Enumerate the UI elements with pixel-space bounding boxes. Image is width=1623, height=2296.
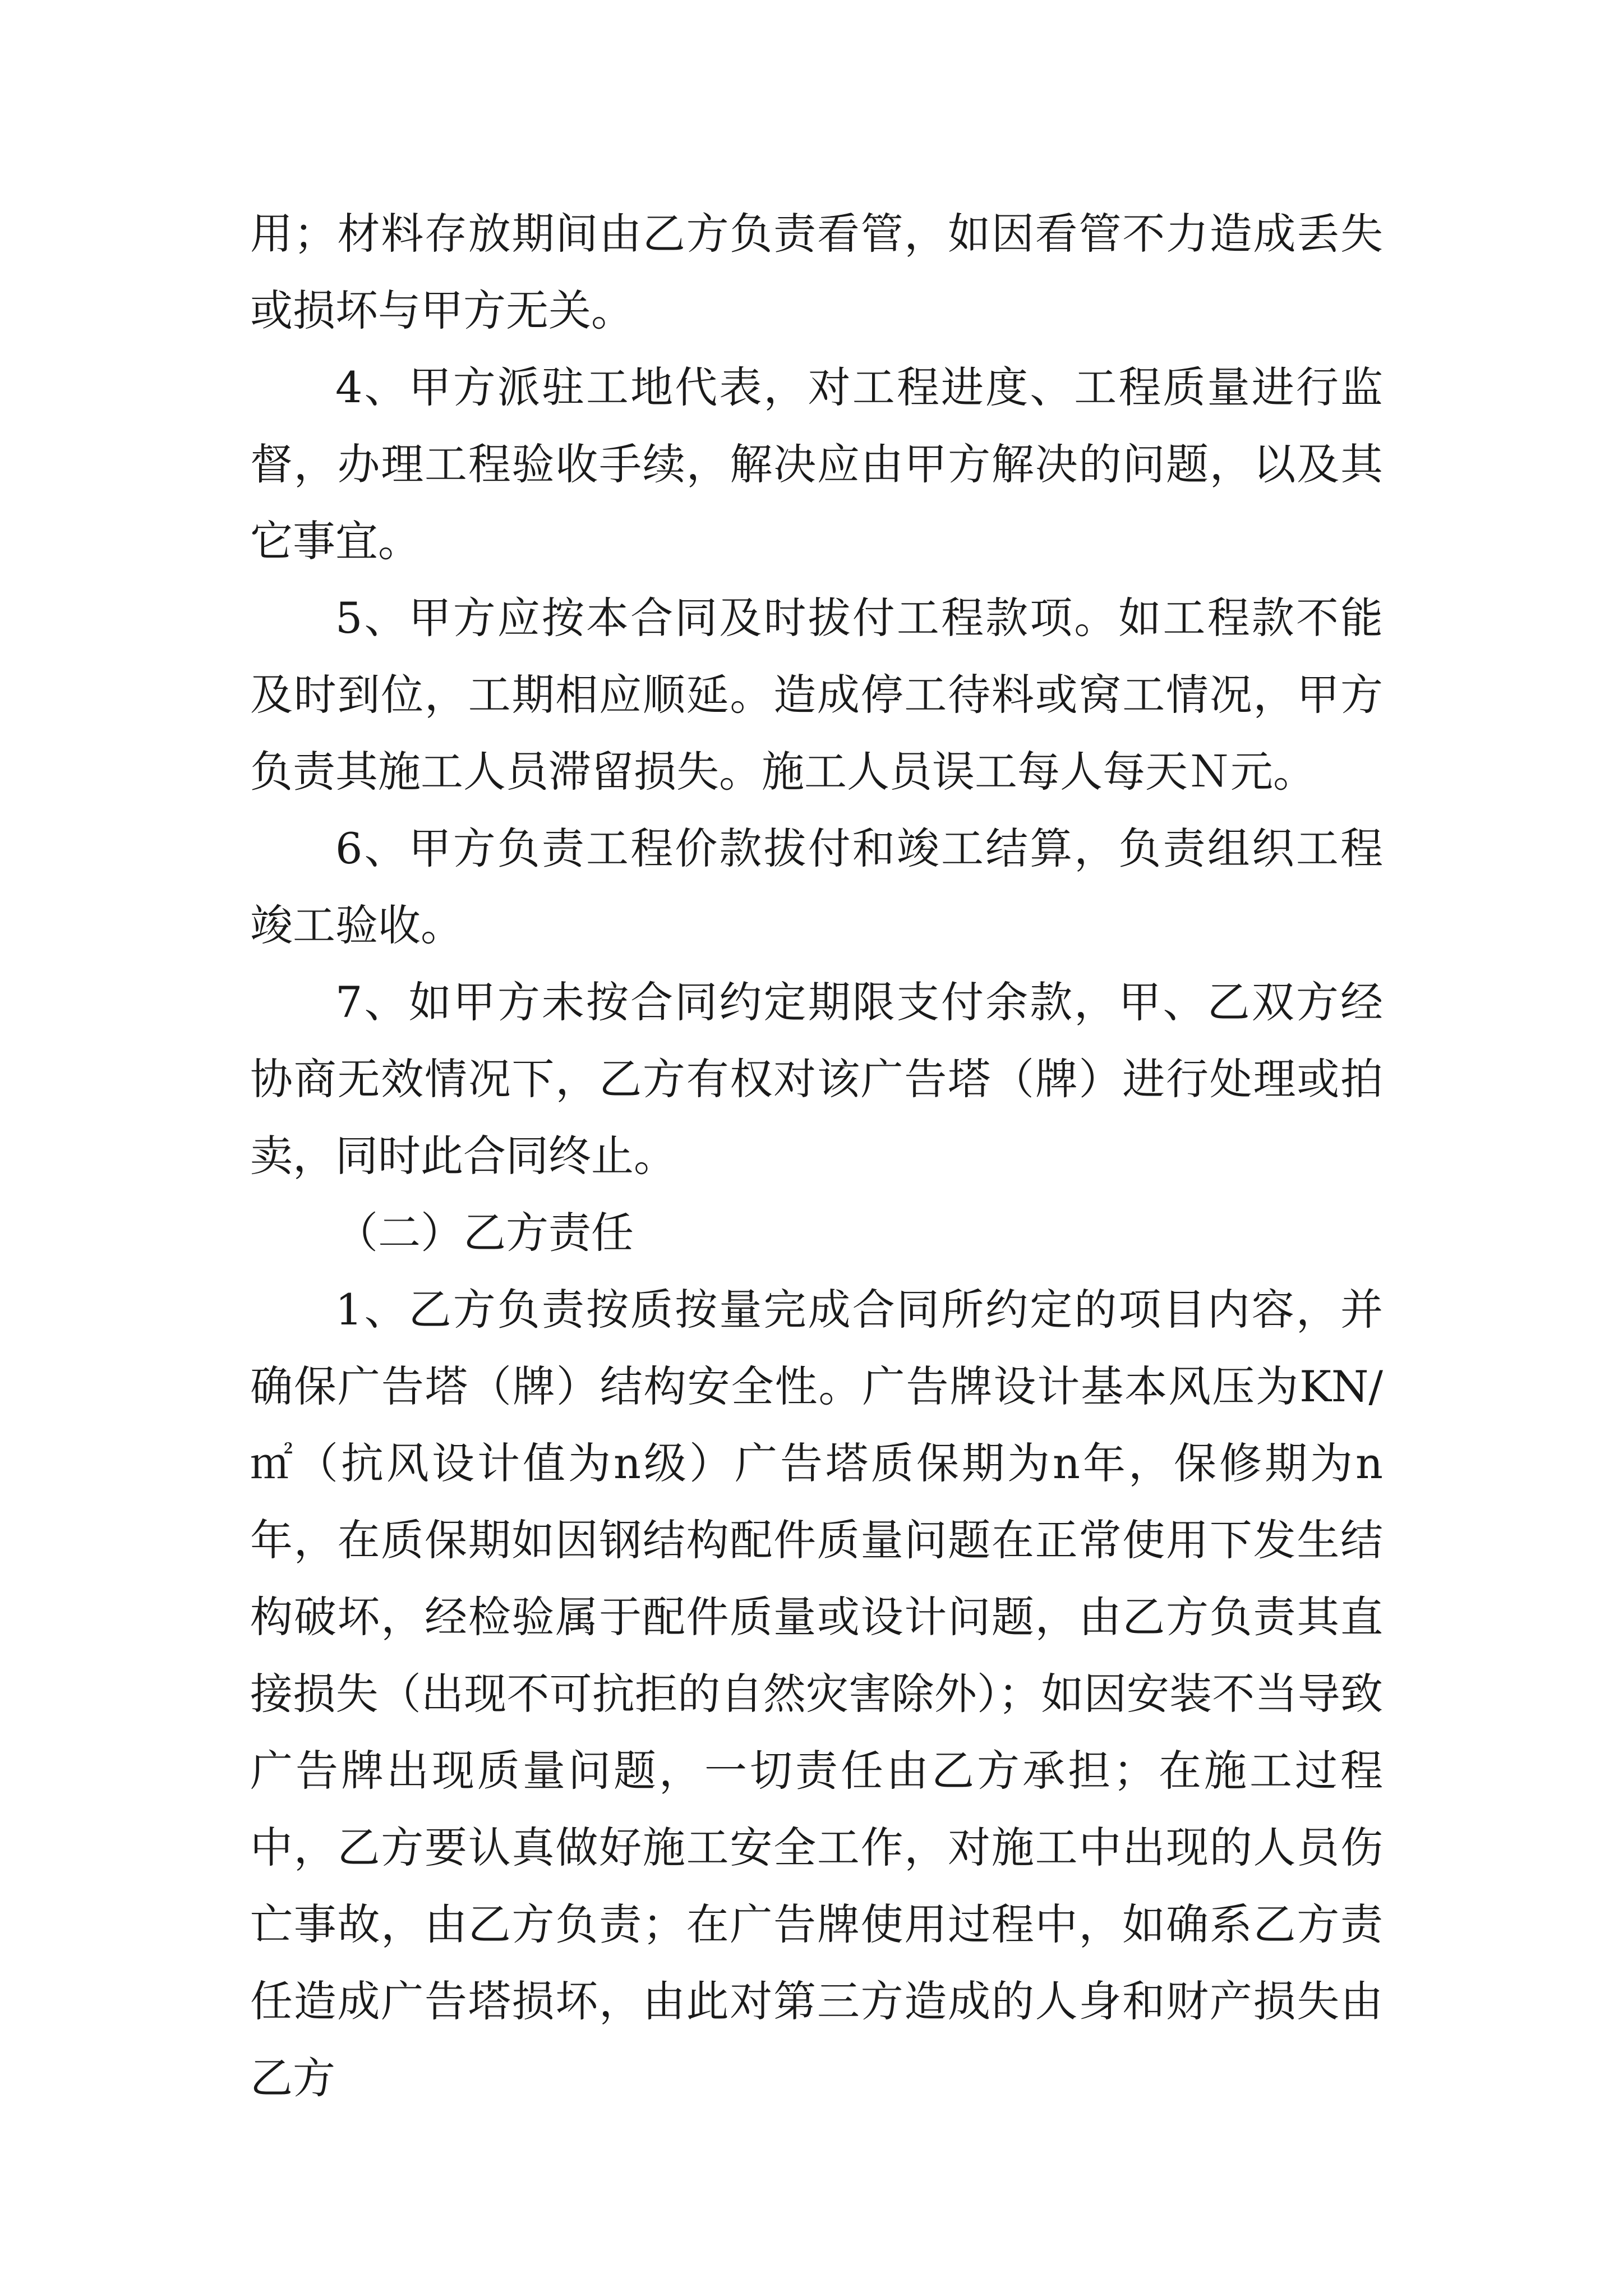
paragraph-5: 7、如甲方未按合同约定期限支付余款，甲、乙双方经协商无效情况下，乙方有权对该广告塔（牌）进行处理或拍卖，同时此合同终止。 [250, 977, 1383, 1181]
document-body [250, 195, 1383, 2116]
paragraph-4: 6、甲方负责工程价款拔付和竣工结算，负责组织工程竣工验收。 [250, 823, 1383, 950]
paragraph-1: 用；材料存放期间由乙方负责看管，如因看管不力造成丢失或损坏与甲方无关。 [250, 209, 1383, 335]
paragraph-7: 1、乙方负责按质按量完成合同所约定的项目内容，并确保广告塔（牌）结构安全性。广告牌设计基本风压为KN/㎡（抗风设计值为n级）广告塔质保期为n年，保修期为n年，在质保期如因钢结构配件质量问题在正常使用下发生结构破坏，经检验属于配件质量或设计问题，由乙方负责其直接损失（出现不可抗拒的自然灾害除外）；如因安装不当导致广告牌出现质量问题，一切责任由乙方承担；在施工过程中，乙方要认真做好施工安全工作，对施工中出现的人员伤亡事故，由乙方负责；在广告牌使用过程中，如确系乙方责任造成广告塔损坏，由此对第三方造成的人身和财产损失由乙方 [250, 1285, 1383, 2103]
paragraph-2: 4、甲方派驻工地代表，对工程进度、工程质量进行监督，办理工程验收手续，解决应由甲方解决的问题，以及其它事宜。 [250, 362, 1383, 566]
section-heading: （二）乙方责任 [335, 1208, 634, 1258]
paragraph-3: 5、甲方应按本合同及时拔付工程款项。如工程款不能及时到位，工期相应顺延。造成停工待料或窝工情况，甲方负责其施工人员滞留损失。施工人员误工每人每天Ｎ元。 [250, 593, 1383, 797]
